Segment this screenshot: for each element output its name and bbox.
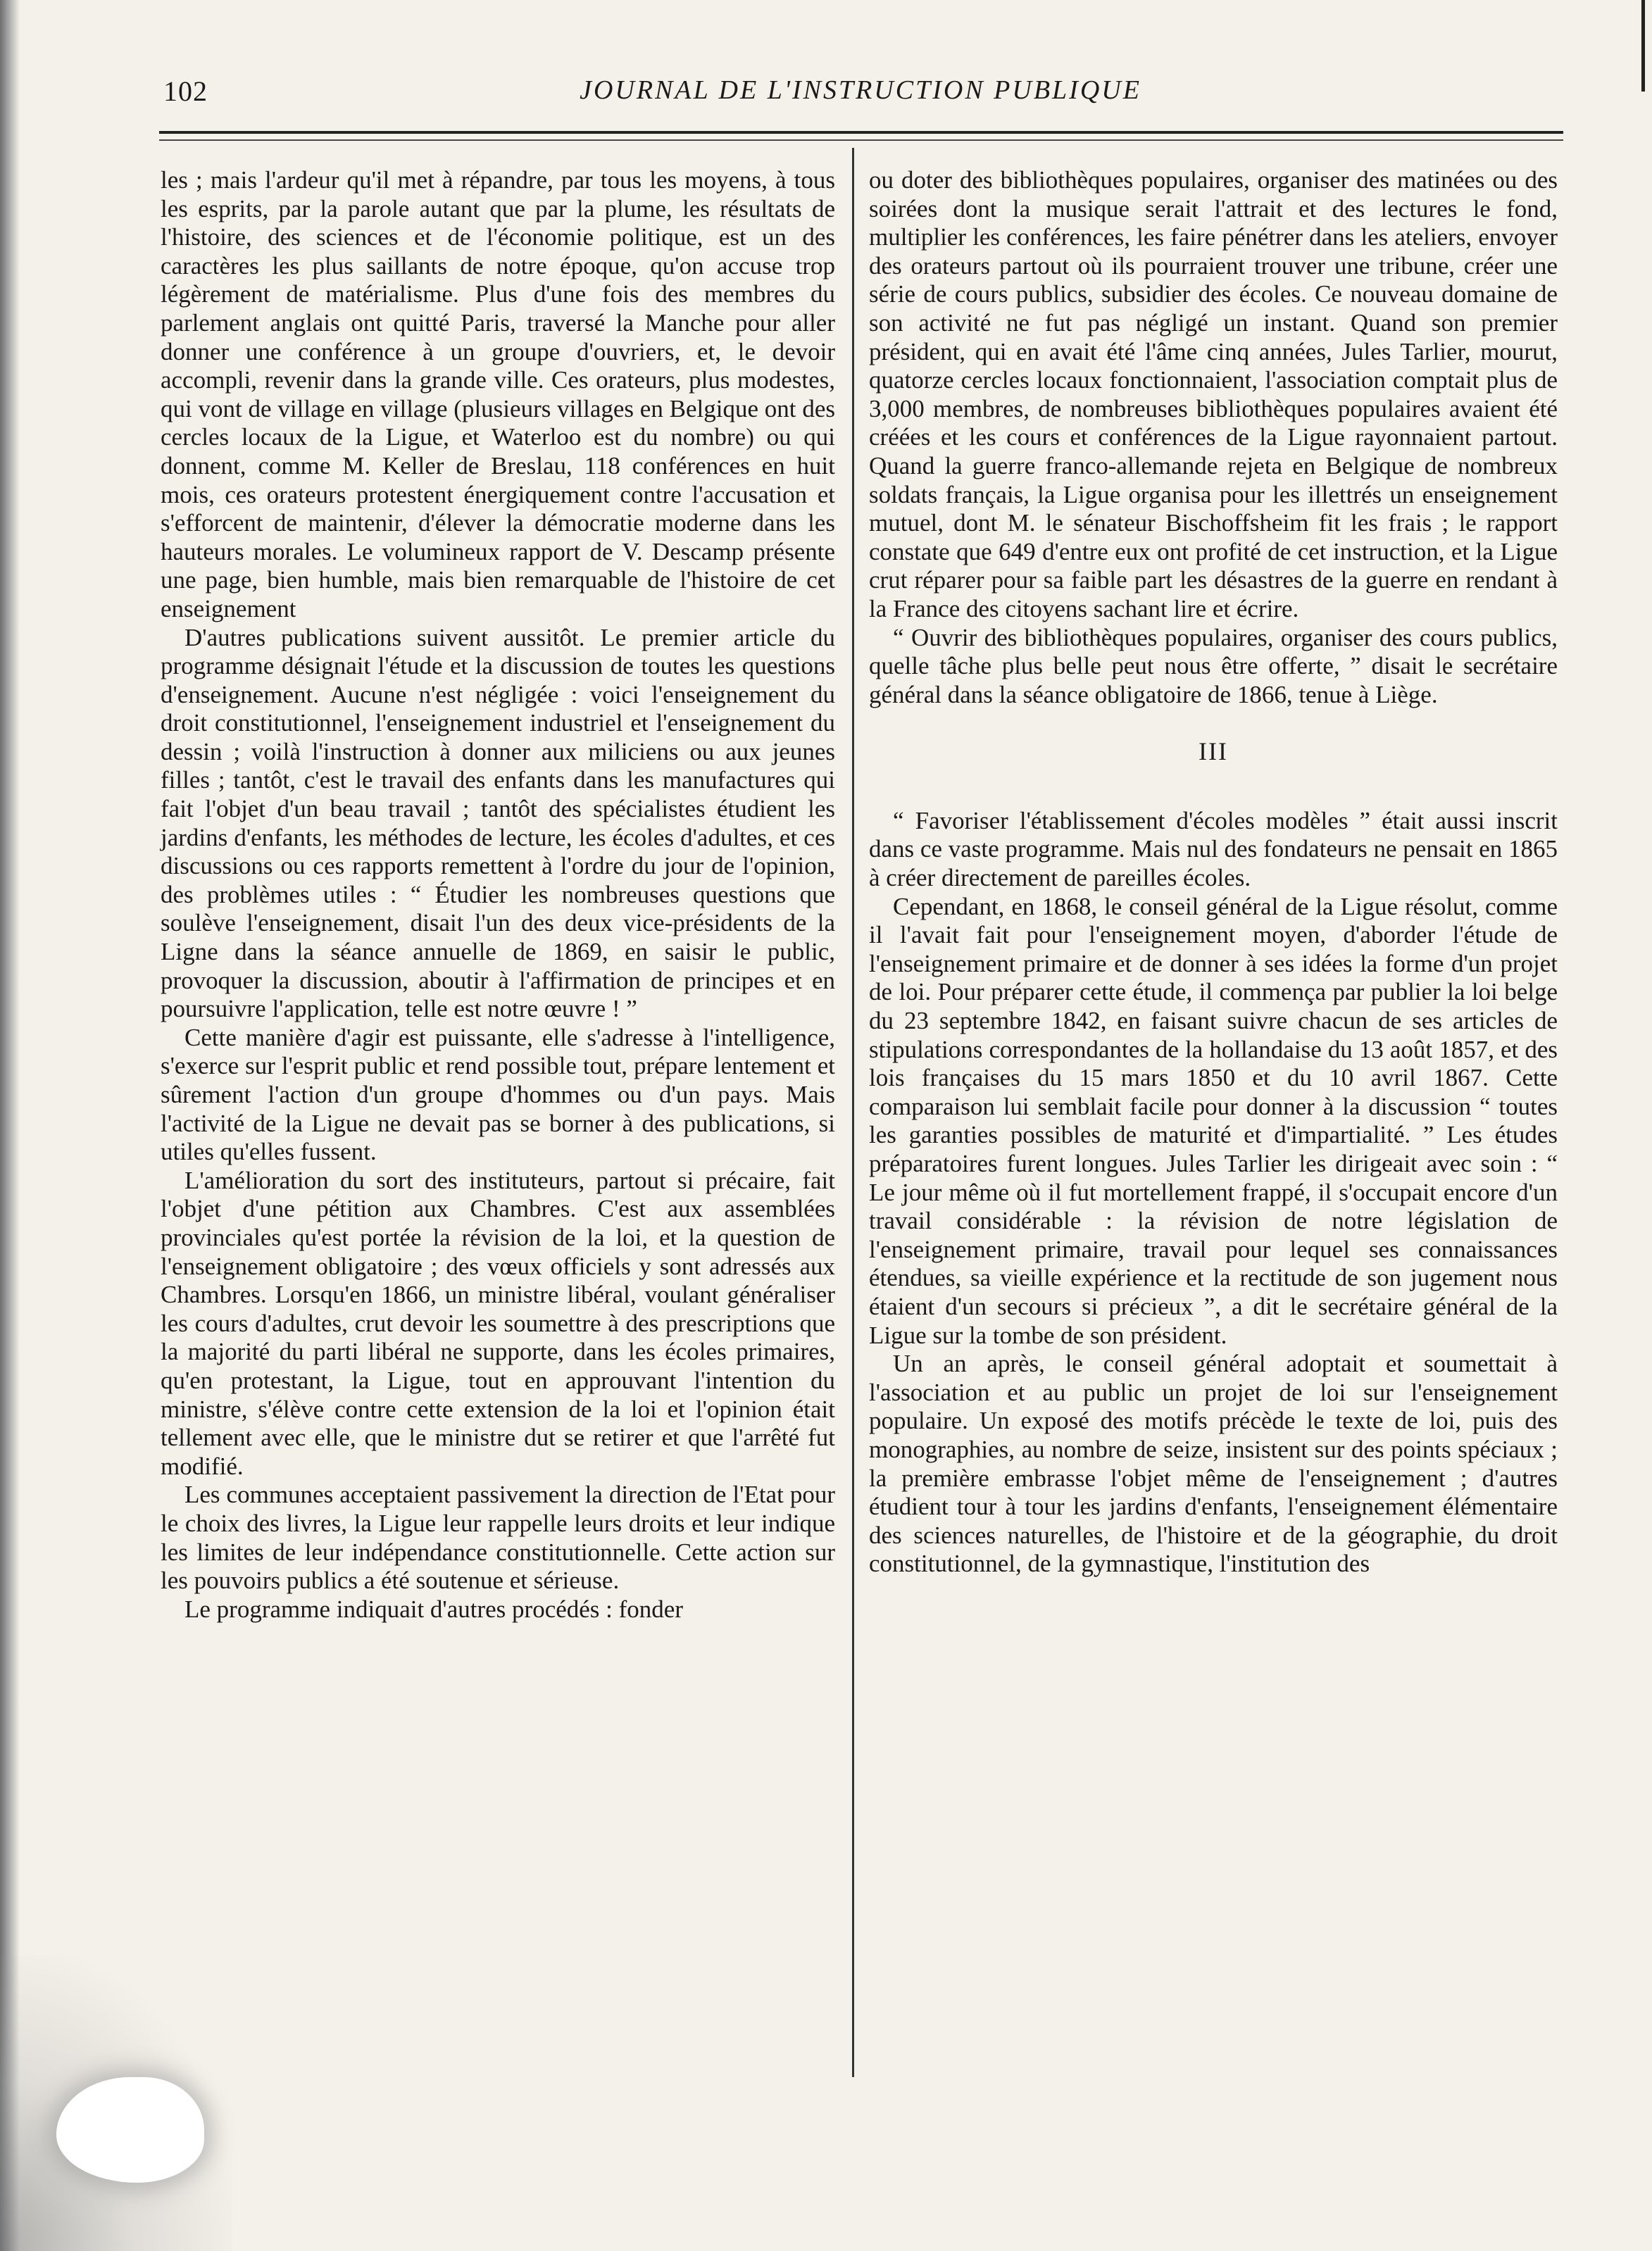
paragraph: “ Favoriser l'établissement d'écoles modèles ” était aussi inscrit dans ce vaste programme. Mais nul des fondateurs ne pensait en 1865 à créer directement de pareilles écoles. [869,806,1558,892]
paragraph: ou doter des bibliothèques populaires, organiser des matinées ou des soirées dont la musique serait l'attrait et des lectures le fond, multiplier les conférences, les faire pénétrer dans les ateliers, envoyer des orateurs partout où ils pourraient trouver une tribune, créer une série de cours publics, subsidier des écoles. Ce nouveau domaine de son activité ne fut pas négligé un instant. Quand son premier président, qui en avait été l'âme cinq années, Jules Tarlier, mourut, quatorze cercles locaux fonctionnaient, l'association comptait plus de 3,000 membres, de nombreuses bibliothèques populaires avaient été créées et les cours et conférences de la Ligue rayonnaient partout. Quand la guerre franco-allemande rejeta en Belgique de nombreux soldats français, la Ligue organisa pour les illettrés un enseignement mutuel, dont M. le sénateur Bischoffsheim fit les frais ; le rapport constate que 649 d'entre eux ont profité de cet instruction, et la Ligue crut réparer pour sa faible part les désastres de la guerre en rendant à la France des citoyens sachant lire et écrire. [869,166,1558,622]
torn-corner-damage [56,2077,204,2183]
paragraph: Les communes acceptaient passivement la direction de l'Etat pour le choix des livres, la Ligue leur rappelle leurs droits et leur indique les limites de leur indépendance constitutionnelle. Cette action sur les pouvoirs publics a été soutenue et sérieuse. [161,1481,835,1595]
paragraph: D'autres publications suivent aussitôt. Le premier article du programme désignait l'étude et la discussion de toutes les questions d'enseignement. Aucune n'est négligée : voici l'enseignement du droit constitutionnel, l'enseignement industriel et l'enseignement du dessin ; voilà l'instruction à donner aux miliciens ou aux jeunes filles ; tantôt, c'est le travail des enfants dans les manufactures qui fait l'objet d'un beau travail ; tantôt des spécialistes étudient les jardins d'enfants, les méthodes de lecture, les écoles d'adultes, et ces discussions ou ces rapports remettent à l'ordre du jour de l'opinion, des problèmes utiles : “ Étudier les nombreuses questions que soulève l'enseignement, disait l'un des deux vice-présidents de la Ligne dans la séance annuelle de 1869, en saisir le public, provoquer la discussion, aboutir à l'affirmation de principes et en poursuivre l'application, telle est notre œuvre ! ” [161,623,835,1023]
paragraph: Cependant, en 1868, le conseil général de la Ligue résolut, comme il l'avait fait pour l'enseignement moyen, d'aborder l'étude de l'enseignement primaire et de donner à ses idées la forme d'un projet de loi. Pour préparer cette étude, il commença par publier la loi belge du 23 septembre 1842, en faisant suivre chacun de ses articles de stipulations correspondantes de la hollandaise du 13 août 1857, et des lois françaises du 15 mars 1850 et du 10 avril 1867. Cette comparaison lui semblait facile pour donner à la discussion “ toutes les garanties possibles de maturité et d'impartialité. ” Les études préparatoires furent longues. Jules Tarlier les dirigeait avec soin : “ Le jour même où il fut mortellement frappé, il s'occupait encore d'un travail considérable : la révision de notre législation de l'enseignement primaire, travail pour lequel ses connaissances étendues, sa vieille expérience et la rectitude de son jugement nous étaient d'un secours si précieux ”, a dit le secrétaire général de la Ligue sur la tombe de son président. [869,892,1558,1349]
section-heading: III [1199,737,1228,766]
header-rule-thin [159,139,1563,141]
paragraph: les ; mais l'ardeur qu'il met à répandre, par tous les moyens, à tous les esprits, par la parole autant que par la plume, les résultats de l'histoire, des sciences et de l'économie politique, est un des caractères les plus saillants de notre époque, qu'on accuse trop légèrement de matérialisme. Plus d'une fois des membres du parlement anglais ont quitté Paris, traversé la Manche pour aller donner une conférence à un groupe d'ouvriers, et, le devoir accompli, revenir dans la grande ville. Ces orateurs, plus modestes, qui vont de village en village (plusieurs villages en Belgique ont des cercles locaux de la Ligue, et Waterloo est du nombre) ou qui donnent, comme M. Keller de Breslau, 118 conférences en huit mois, ces orateurs protestent énergiquement contre l'accusation et s'efforcent de maintenir, d'élever la démocratie moderne dans les hauteurs morales. Le volumineux rapport de V. Descamp présente une page, bien humble, mais bien remarquable de l'histoire de cet enseignement [161,166,835,622]
header-rule [159,131,1563,134]
page-header [163,75,1558,117]
left-column [161,166,835,1624]
right-column [869,166,1558,1579]
paragraph: “ Ouvrir des bibliothèques populaires, organiser des cours publics, quelle tâche plus belle peut nous être offerte, ” disait le secrétaire général dans la séance obligatoire de 1866, tenue à Liège. [869,623,1558,708]
column-divider [852,148,854,2077]
running-title: JOURNAL DE L'INSTRUCTION PUBLIQUE [580,75,1141,105]
binding-shadow [0,0,20,2251]
page-edge-mark [1641,0,1645,92]
paragraph: Cette manière d'agir est puissante, elle s'adresse à l'intelligence, s'exerce sur l'esprit public et rend possible tout, prépare lentement et sûrement l'action d'un groupe d'hommes ou d'un pays. Mais l'activité de la Ligue ne devait pas se borner à des publications, si utiles qu'elles fussent. [161,1023,835,1166]
paragraph: Le programme indiquait d'autres procédés : fonder [184,1595,683,1623]
page-number: 102 [163,75,208,107]
paragraph: L'amélioration du sort des instituteurs, partout si précaire, fait l'objet d'une pétition aux Chambres. C'est aux assemblées provinciales qu'est portée la révision de la loi, et la question de l'enseignement obligatoire ; des vœux officiels y sont adressés aux Chambres. Lorsqu'en 1866, un ministre libéral, voulant généraliser les cours d'adultes, crut devoir les soumettre à des prescriptions que la majorité du parti libéral ne supporte, dans les écoles primaires, qu'en protestant, la Ligue, tout en approuvant l'intention du ministre, s'élève contre cette extension de la loi et l'opinion était tellement avec elle, que le ministre dut se retirer et que l'arrêté fut modifié. [161,1166,835,1480]
paragraph: Un an après, le conseil général adoptait et soumettait à l'association et au public un projet de loi sur l'enseignement populaire. Un exposé des motifs précède le texte de loi, puis des monographies, au nombre de seize, insistent sur des points spéciaux ; la première embrasse l'objet même de l'enseignement ; d'autres étudient tour à tour les jardins d'enfants, l'enseignement élémentaire des sciences naturelles, de l'histoire et de la géographie, du droit constitutionnel, de la gymnastique, l'institution des [869,1350,1558,1578]
